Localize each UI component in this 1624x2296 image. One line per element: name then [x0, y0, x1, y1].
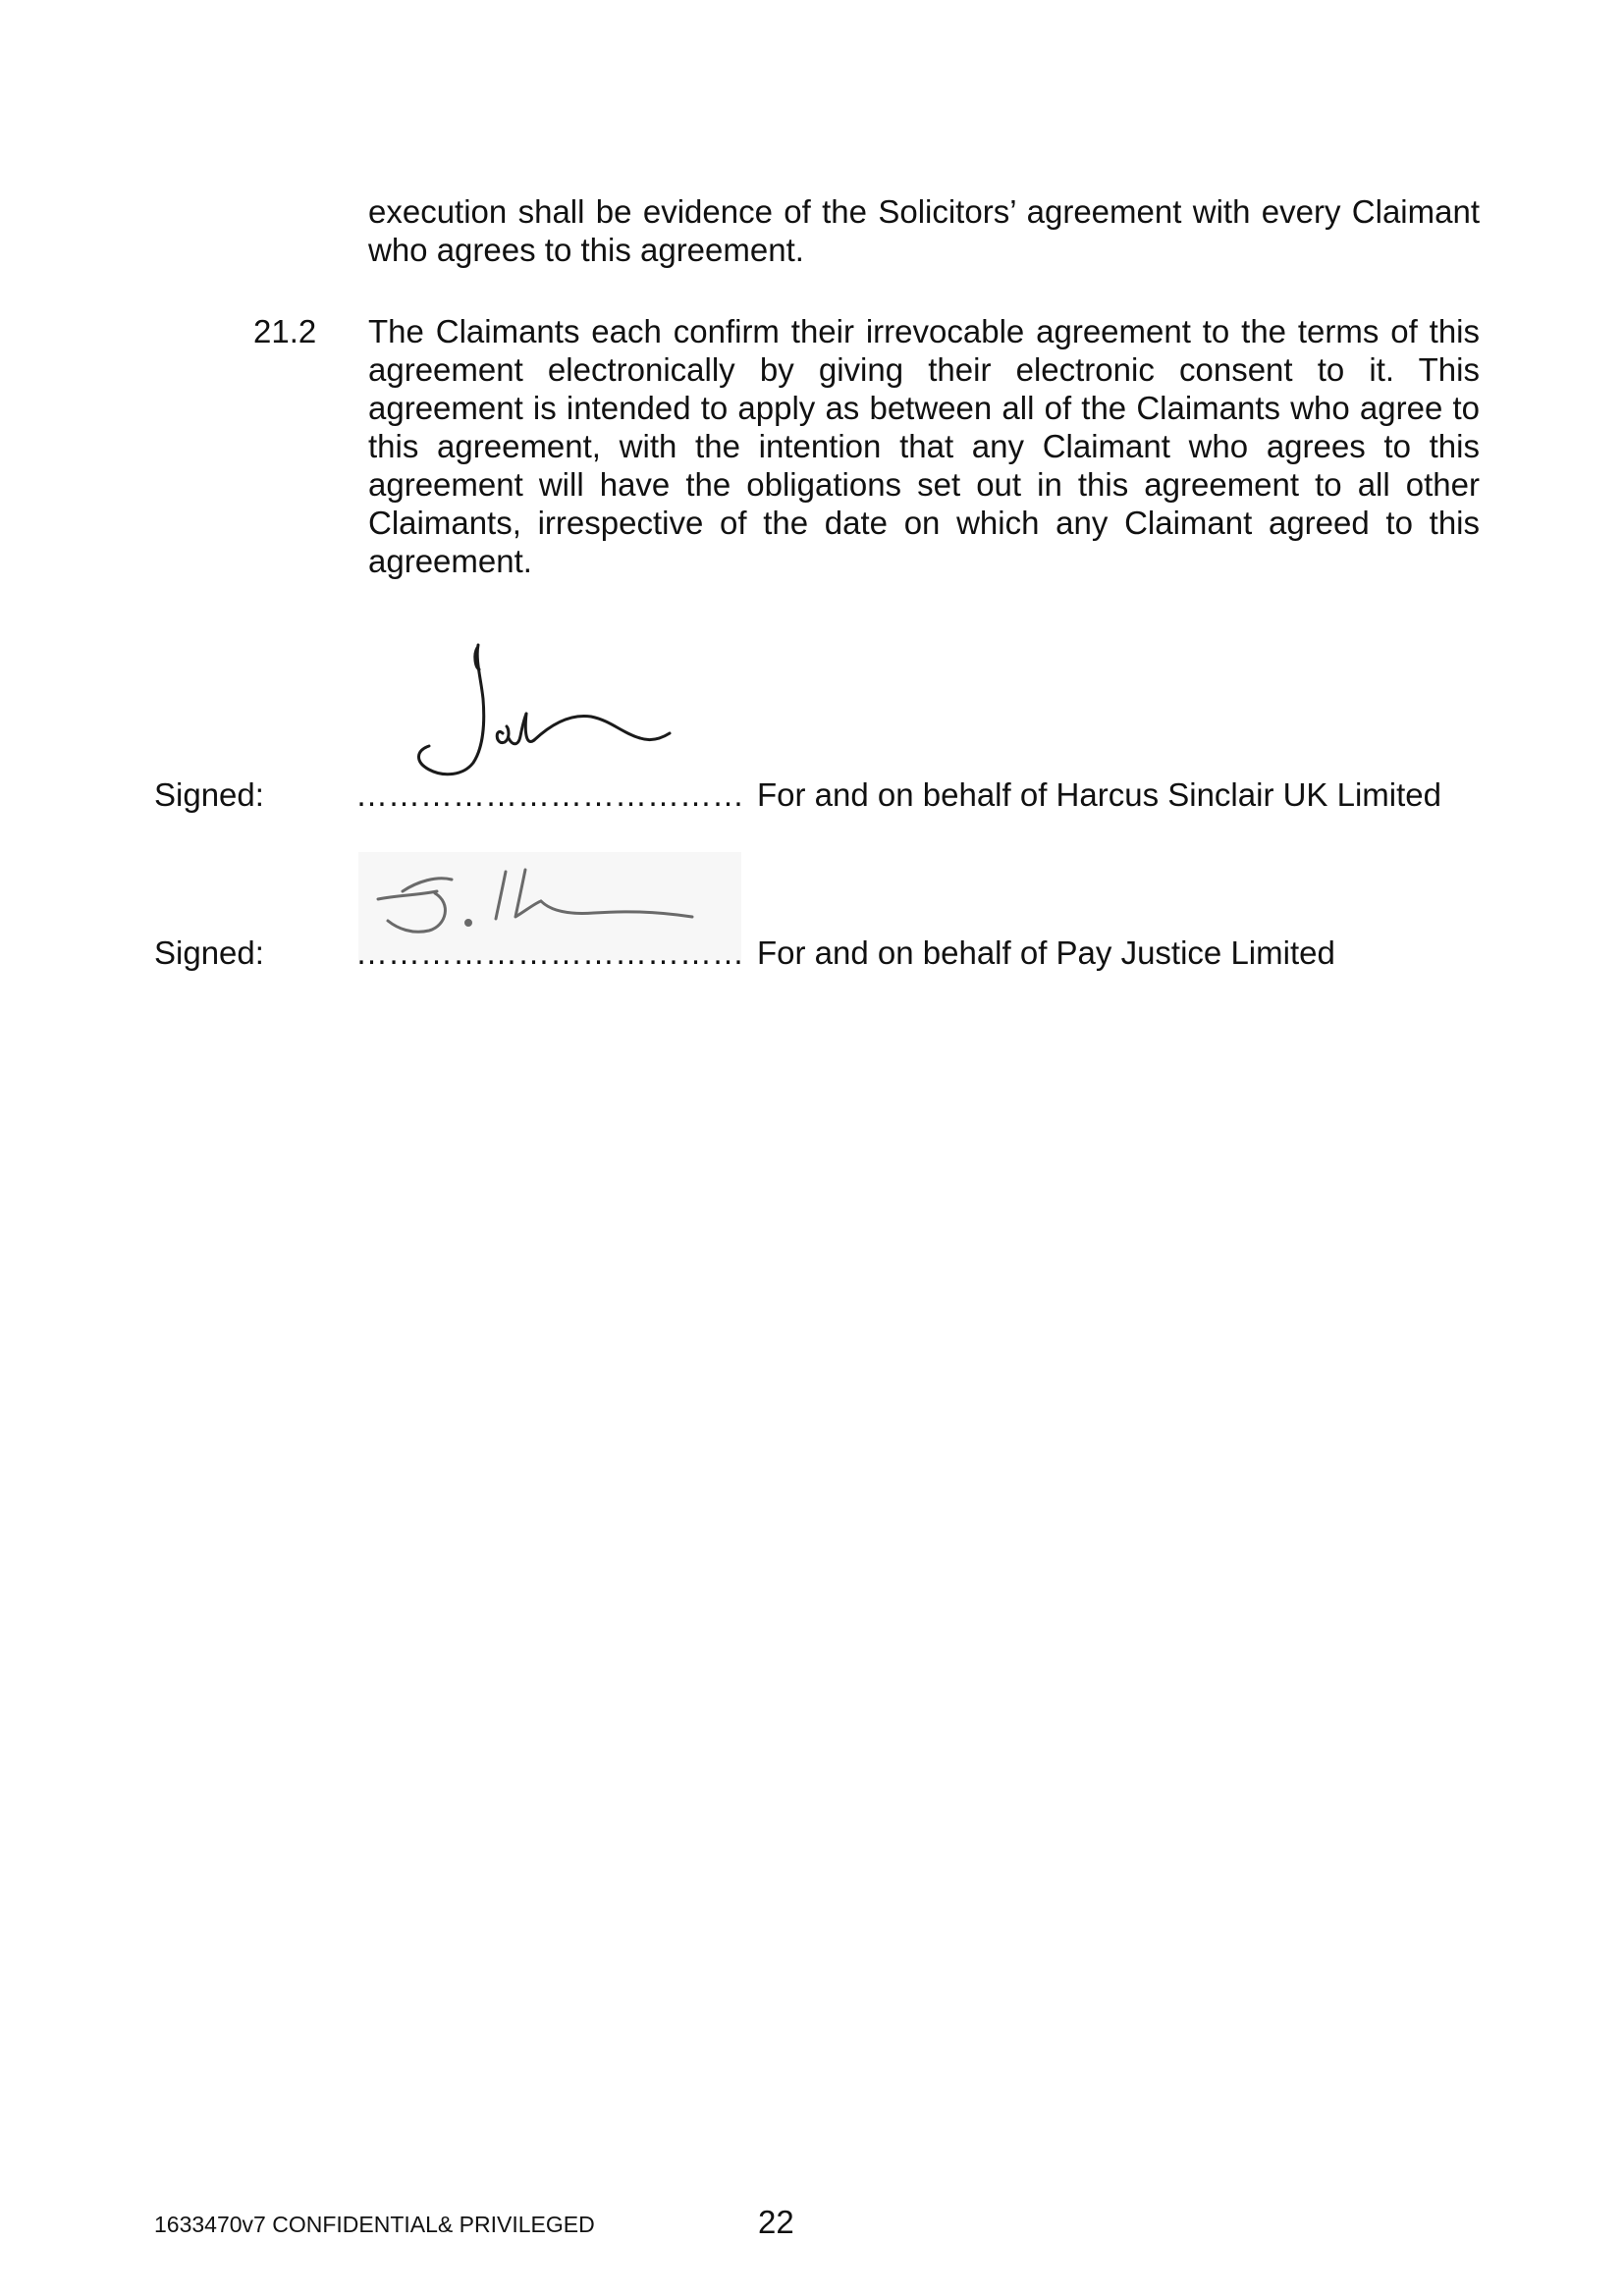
on-behalf-text: For and on behalf of Pay Justice Limited: [757, 934, 1335, 971]
signed-label: Signed:: [154, 934, 264, 971]
clause-21-2-text: The Claimants each confirm their irrevocable agreement to the terms of this agreement electronically by giving their electronic consent to it. This agreement is intended to apply as between all of the Claimants who agree to this agreement, with the intention that any Claimant who agrees to this agreement will have the obligations set out in this agreement to all other Claimants, irrespective of the date on which any Claimant agreed to this agreement.: [368, 313, 1480, 579]
signature-line: ………………………………: [355, 934, 744, 971]
clause-number: 21.2: [253, 313, 317, 349]
footer-reference: 1633470v7 CONFIDENTIAL& PRIVILEGED: [154, 2212, 595, 2237]
continued-paragraph: execution shall be evidence of the Solicitors’ agreement with every Claimant who agrees to this agreement.: [368, 193, 1480, 268]
page-number: 22: [758, 2204, 794, 2240]
on-behalf-text: For and on behalf of Harcus Sinclair UK Limited: [757, 776, 1441, 813]
signature-line: ………………………………: [355, 776, 744, 813]
signed-label: Signed:: [154, 776, 264, 813]
handwritten-signature-icon: [405, 640, 689, 797]
